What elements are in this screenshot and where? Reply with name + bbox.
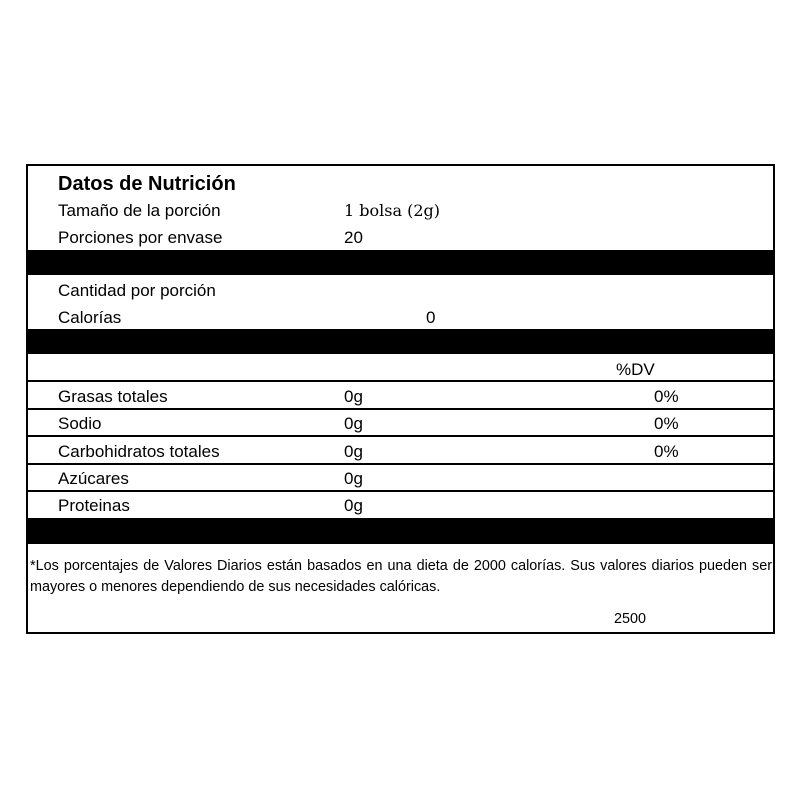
nutrition-facts-panel bbox=[26, 164, 775, 634]
servings-per-container-label: Porciones por envase bbox=[58, 228, 223, 247]
nutrient-name-total-fat: Grasas totales bbox=[58, 387, 168, 406]
nutrient-amount-protein: 0g bbox=[344, 496, 363, 515]
amount-per-serving-label: Cantidad por porción bbox=[58, 281, 216, 300]
row-divider bbox=[28, 408, 773, 410]
servings-per-container-value: 20 bbox=[344, 228, 363, 247]
serving-size-value: 1 bolsa (2g) bbox=[344, 201, 440, 220]
thick-divider-2 bbox=[28, 329, 773, 354]
nutrient-dv-sodium: 0% bbox=[654, 414, 679, 433]
footnote-calorie-value: 2500 bbox=[614, 611, 647, 627]
nutrient-dv-total-carbs: 0% bbox=[654, 442, 679, 461]
serving-size-label: Tamaño de la porción bbox=[58, 201, 221, 220]
row-divider bbox=[28, 490, 773, 492]
dv-header: %DV bbox=[616, 360, 655, 379]
footnote-text: *Los porcentajes de Valores Diarios están basados en una dieta de 2000 calorías. Sus valores diarios pueden ser mayores o menores dependiendo de sus necesidades calóricas. bbox=[30, 558, 772, 595]
nutrient-amount-total-carbs: 0g bbox=[344, 442, 363, 461]
nutrient-name-protein: Proteinas bbox=[58, 496, 130, 515]
thick-divider-3 bbox=[28, 518, 773, 544]
row-divider bbox=[28, 380, 773, 382]
calories-value: 0 bbox=[426, 308, 436, 327]
thick-divider-1 bbox=[28, 250, 773, 275]
nutrient-amount-sodium: 0g bbox=[344, 414, 363, 433]
row-divider bbox=[28, 463, 773, 465]
row-divider bbox=[28, 435, 773, 437]
nutrient-name-sugars: Azúcares bbox=[58, 469, 129, 488]
nutrition-title: Datos de Nutrición bbox=[58, 173, 236, 195]
nutrient-amount-total-fat: 0g bbox=[344, 387, 363, 406]
nutrient-name-sodium: Sodio bbox=[58, 414, 102, 433]
nutrient-name-total-carbs: Carbohidratos totales bbox=[58, 442, 220, 461]
nutrient-amount-sugars: 0g bbox=[344, 469, 363, 488]
calories-label: Calorías bbox=[58, 308, 122, 327]
nutrient-dv-total-fat: 0% bbox=[654, 387, 679, 406]
